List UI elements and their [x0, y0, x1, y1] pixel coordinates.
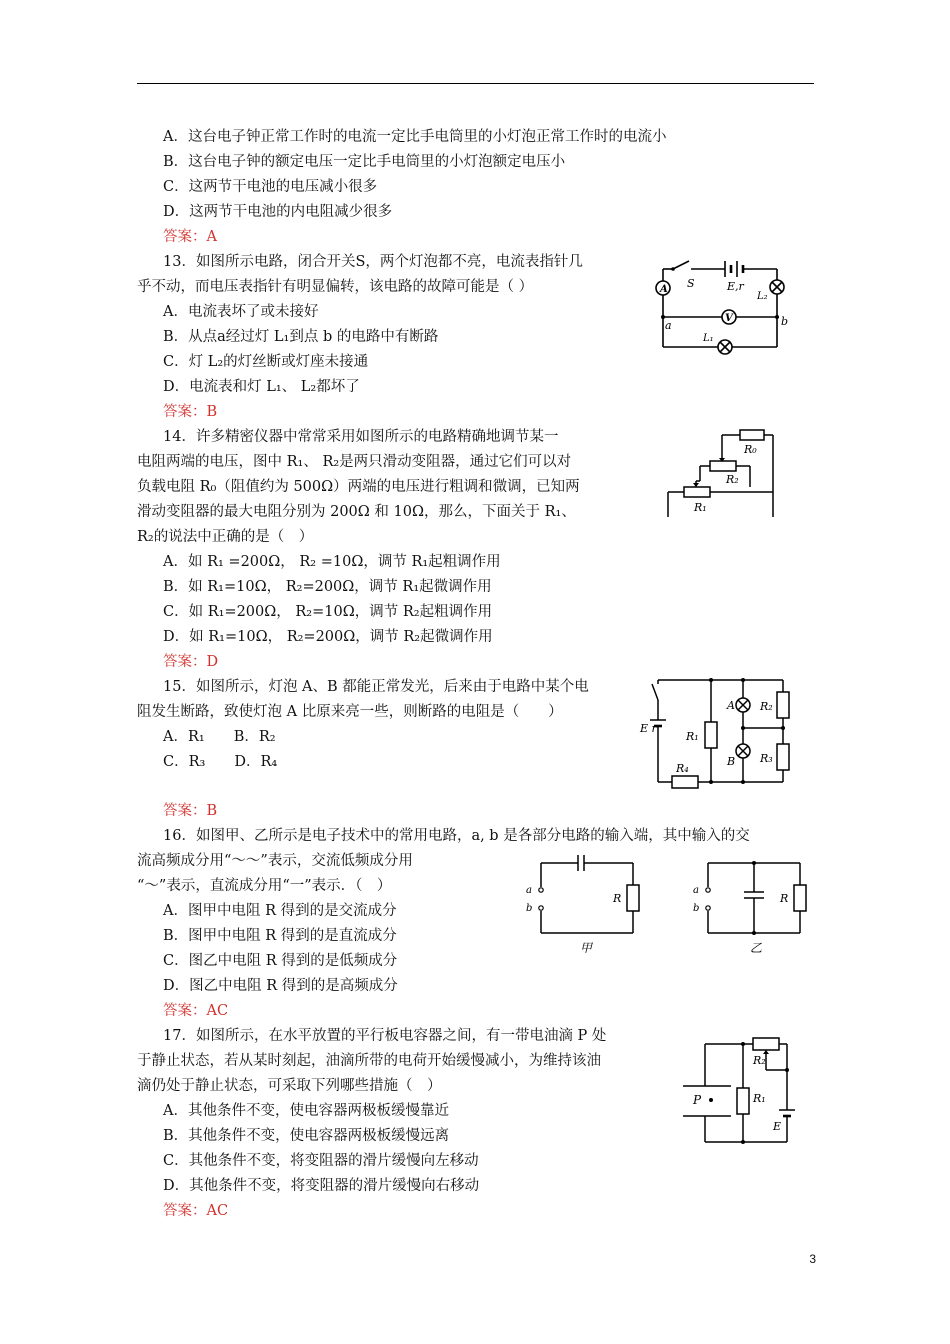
q13-ammeter-label: A — [660, 284, 668, 295]
q15-r1-label: R₁ — [686, 730, 699, 743]
q15-options-row-1: A．R₁ B．R₂ — [163, 729, 276, 745]
q17-option-a: A．其他条件不变，使电容器两极板缓慢靠近 — [163, 1103, 449, 1119]
q15-answer: 答案：B — [163, 803, 218, 819]
q15-r2-label: R₂ — [760, 700, 773, 713]
q14-r1-label: R₁ — [694, 501, 707, 514]
q16-stem-line-3: “～”表示，直流成分用“一”表示．（ ） — [137, 878, 392, 894]
q12-option-c: C．这两节干电池的电压减小很多 — [163, 179, 378, 195]
q13-source-label: E,r — [727, 280, 744, 293]
q16-option-a: A．图甲中电阻 R 得到的是交流成分 — [163, 903, 397, 919]
q17-stem-line-3: 滴仍处于静止状态，可采取下列哪些措施（ ） — [137, 1078, 442, 1094]
q16-jia-caption: 甲 — [580, 941, 593, 955]
q13-stem-line-2: 乎不动，而电压表指针有明显偏转，该电路的故障可能是（ ） — [137, 279, 534, 295]
q14-stem-line-4: 滑动变阻器的最大电阻分别为 200Ω 和 10Ω，那么，下面关于 R₁、 — [137, 504, 576, 520]
q16-stem-line-1: 16．如图甲、乙所示是电子技术中的常用电路，a, b 是各部分电路的输入端，其中输入的交 — [163, 828, 750, 844]
q14-stem-line-1: 14．许多精密仪器中常常采用如图所示的电路精确地调节某一 — [163, 429, 559, 445]
q16-yi-resistor-label: R — [780, 892, 789, 905]
q15-options-row-2: C．R₃ D．R₄ — [163, 754, 278, 770]
q15-lamp-b-label: B — [727, 755, 736, 768]
q16-stem-line-2: 流高频成分用“～～”表示，交流低频成分用 — [137, 853, 413, 869]
q17-stem-line-2: 于静止状态，若从某时刻起，油滴所带的电荷开始缓慢减小，为维持该油 — [137, 1053, 601, 1069]
q14-r0-label: R₀ — [744, 443, 757, 456]
q13-option-d: D．电流表和灯 L₁、 L₂都坏了 — [163, 379, 360, 395]
q12-option-d: D．这两节干电池的内电阻减少很多 — [163, 204, 393, 220]
q13-switch-label: S — [687, 277, 695, 290]
q17-droplet-label: P — [693, 1093, 702, 1107]
q17-stem-line-1: 17．如图所示，在水平放置的平行板电容器之间，有一带电油滴 P 处 — [163, 1028, 607, 1044]
q13-point-a: a — [665, 319, 672, 332]
q15-lamp-a-label: A — [727, 699, 735, 712]
q15-stem-line-1: 15．如图所示，灯泡 A、B 都能正常发光，后来由于电路中某个电 — [163, 679, 589, 695]
q15-source-label: E r — [640, 722, 657, 735]
q17-r1-label: R₁ — [753, 1092, 766, 1105]
q13-option-a: A．电流表坏了或未接好 — [163, 304, 319, 320]
q14-stem-line-5: R₂的说法中正确的是（ ） — [137, 529, 314, 545]
q16-yi-terminal-b: b — [693, 903, 700, 914]
q14-option-b: B．如 R₁=10Ω， R₂=200Ω，调节 R₁起微调作用 — [163, 579, 492, 595]
q13-stem-line-1: 13．如图所示电路，闭合开关S，两个灯泡都不亮，电流表指针几 — [163, 254, 583, 270]
q16-jia-terminal-b: b — [526, 903, 533, 914]
q16-yi-terminal-a: a — [693, 885, 699, 896]
q14-option-d: D．如 R₁=10Ω， R₂=200Ω，调节 R₂起微调作用 — [163, 629, 493, 645]
q16-option-c: C．图乙中电阻 R 得到的是低频成分 — [163, 953, 398, 969]
q13-lamp1-label: L₁ — [703, 333, 714, 344]
q16-circuit-diagram-yi — [690, 855, 820, 955]
q15-circuit-diagram — [640, 670, 800, 794]
q16-answer: 答案：AC — [163, 1003, 229, 1019]
q13-option-b: B．从点a经过灯 L₁到点 b 的电路中有断路 — [163, 329, 439, 345]
q13-point-b: b — [781, 315, 789, 328]
q15-stem-line-2: 阻发生断路，致使灯泡 A 比原来亮一些，则断路的电阻是（ ） — [137, 704, 563, 720]
q13-option-c: C．灯 L₂的灯丝断或灯座未接通 — [163, 354, 369, 370]
page-number: 3 — [809, 1252, 816, 1266]
q12-option-b: B．这台电子钟的额定电压一定比手电筒里的小灯泡额定电压小 — [163, 154, 566, 170]
q17-answer: 答案：AC — [163, 1203, 229, 1219]
q12-option-a: A．这台电子钟正常工作时的电流一定比手电筒里的小灯泡正常工作时的电流小 — [163, 129, 667, 145]
q16-jia-resistor-label: R — [613, 892, 622, 905]
q15-r3-label: R₃ — [760, 752, 773, 765]
q17-option-c: C．其他条件不变，将变阻器的滑片缓慢向左移动 — [163, 1153, 479, 1169]
q14-stem-line-2: 电阻两端的电压，图中 R₁、 R₂是两只滑动变阻器，通过它们可以对 — [137, 454, 572, 470]
q17-option-d: D．其他条件不变，将变阻器的滑片缓慢向右移动 — [163, 1178, 480, 1194]
q17-option-b: B．其他条件不变，使电容器两极板缓慢远离 — [163, 1128, 450, 1144]
q14-answer: 答案：D — [163, 654, 219, 670]
q16-jia-terminal-a: a — [526, 885, 532, 896]
q12-answer: 答案：A — [163, 229, 217, 245]
q15-r4-label: R₄ — [676, 762, 689, 775]
header-rule — [137, 83, 814, 84]
q14-option-c: C．如 R₁=200Ω， R₂=10Ω，调节 R₂起粗调作用 — [163, 604, 493, 620]
q13-circuit-diagram — [655, 255, 795, 355]
q16-option-d: D．图乙中电阻 R 得到的是高频成分 — [163, 978, 398, 994]
q17-circuit-diagram — [675, 1030, 815, 1150]
q16-option-b: B．图甲中电阻 R 得到的是直流成分 — [163, 928, 397, 944]
q17-r2-label: R₂ — [753, 1054, 766, 1067]
q14-circuit-diagram — [660, 425, 780, 525]
q16-yi-caption: 乙 — [750, 941, 763, 955]
q14-r2-label: R₂ — [726, 473, 739, 486]
q13-lamp2-label: L₂ — [757, 291, 768, 302]
q17-source-label: E — [773, 1120, 782, 1133]
q13-voltmeter-label: V — [725, 313, 733, 324]
q16-circuit-diagram-jia — [523, 855, 653, 955]
q14-option-a: A．如 R₁ =200Ω， R₂ =10Ω，调节 R₁起粗调作用 — [163, 554, 501, 570]
q14-stem-line-3: 负载电阻 R₀（阻值约为 500Ω）两端的电压进行粗调和微调，已知两 — [137, 479, 580, 495]
q13-answer: 答案：B — [163, 404, 218, 420]
